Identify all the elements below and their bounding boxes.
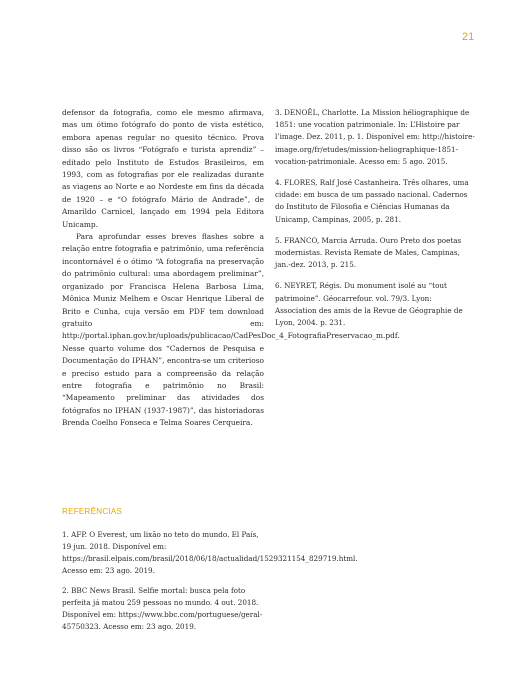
reference-item: 3. DENOËL, Charlotte. La Mission héliographique de 1851: une vocation patrimoniale. In: L’Histoire par l’image. Dez. 2011, p. 1. Disponível em: http://histoire-image.org/fr/etudes/mission-heliographique-1851-vocation-patrimoniale. Acesso em: 5 ago. 2015. [275, 108, 475, 166]
reference-item: 1. AFP. O Everest, um lixão no teto do mundo. El País, 19 jun. 2018. Disponível em: https://brasil.elpais.com/brasil/2018/06/18/actualidad/1529321154_829719.html. Acesso em: 23 ago. 2019. [62, 530, 358, 575]
page-number: 21 [462, 31, 475, 43]
references-heading: REFERÊNCIAS [62, 507, 123, 516]
references-list-right [275, 107, 475, 338]
reference-item: 5. FRANCO, Marcia Arruda. Ouro Preto dos poetas modernistas. Revista Remate de Males, Campinas, jan.-dez. 2013, p. 215. [275, 235, 462, 270]
reference-item: 4. FLORES, Ralf José Castanheira. Três olhares, uma cidade: em busca de um passado nacional. Cadernos do Instituto de Filosofia e Ciências Humanas da Unicamp, Campinas, 2005, p. 281. [275, 178, 469, 224]
reference-item: 6. NEYRET, Régis. Du monument isolé au “tout patrimoine”. Géocarrefour. vol. 79/3. Lyon: Association des amis de la Revue de Géographie de Lyon, 2004. p. 231. [275, 281, 463, 328]
reference-item: 2. BBC News Brasil. Selfie mortal: busca pela foto perfeita já matou 259 pessoas no mundo. 4 out. 2018. Disponível em: https://www.bbc.com/portuguese/geral-45750323. Acesso em: 23 ago. 2019. [62, 586, 263, 631]
body-paragraph: defensor da fotografia, como ele mesmo afirmava, mas um ótimo fotógrafo do ponto de vista estético, embora apenas regular no quesito técnico. Prova disso são os livros “Fotógrafo e turista aprendiz” – editado pelo Instituto de Estudos Brasileiros, em 1993, com as fotografias por ele realizadas durante as viagens ao Norte e ao Nordeste em fins da década de 1920 – e “O fotógrafo Mário de Andrade”, de Amarildo Carnicel, lançado em 1994 pela Editora Unicamp. [62, 108, 264, 229]
body-paragraph: Para aprofundar esses breves flashes sobre a relação entre fotografia e patrimônio, uma referência incontornável é o ótimo “A fotografia na preservação do patrimônio cultural: uma abordagem preliminar”, organizado por Francisca Helena Barbosa Lima, Mônica Muniz Melhem e Oscar Henrique Liberal de Brito e Cunha, cuja versão em PDF tem download gratuito em: http://portal.iphan.gov.br/uploads/publicacao/CadPesDoc_4_FotografiaPreservacao_m.pdf. Nesse quarto volume dos “Cadernos de Pesquisa e Documentação do IPHAN”, encontra-se um criterioso e preciso estudo para a compreensão da relação entre fotografia e patrimônio no Brasil: “Mapeamento preliminar das atividades dos fotógrafos no IPHAN (1937-1987)”, das historiadoras Brenda Coelho Fonseca e Telma Soares Cerqueira. [62, 232, 400, 428]
references-list-left [62, 529, 358, 641]
